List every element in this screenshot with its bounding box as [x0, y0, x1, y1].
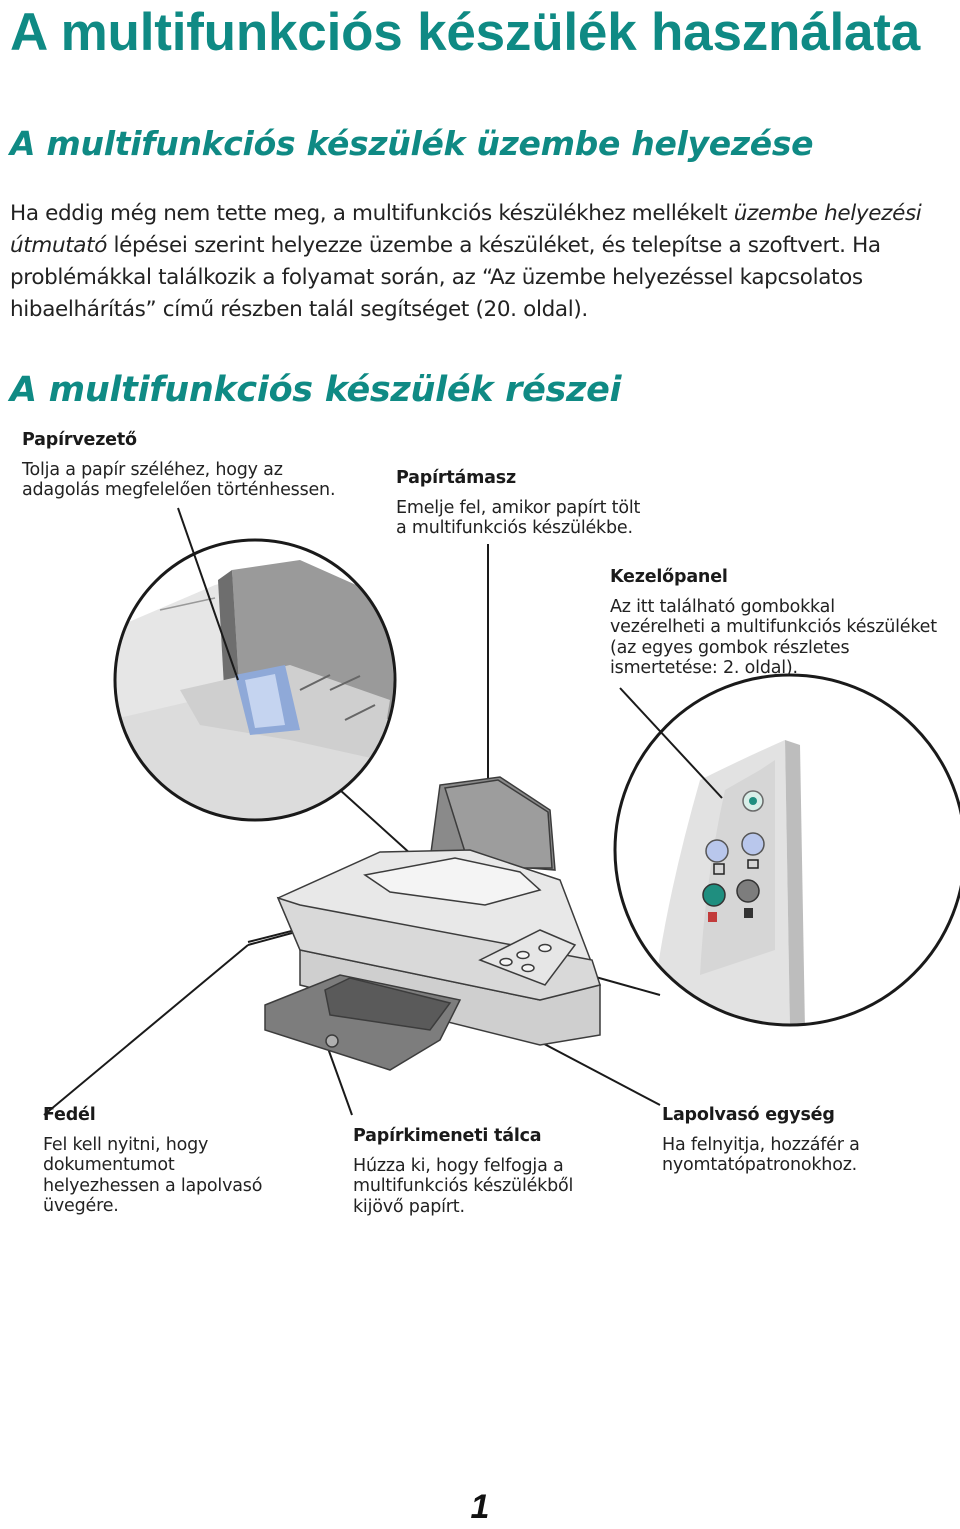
printer-body	[265, 777, 600, 1070]
intro-text-emphasis: üzembe helyezési útmutató	[10, 201, 922, 258]
page-number: 1	[470, 1488, 490, 1526]
label-control-panel	[610, 567, 955, 679]
label-description: Fel kell nyitni, hogy dokumentumot helyezhessen a lapolvasó üvegére.	[43, 1134, 263, 1216]
section-heading-setup: A multifunkciós készülék üzembe helyezése	[10, 124, 814, 163]
label-title: Papírvezető	[22, 430, 137, 450]
section-heading-parts: A multifunkciós készülék részei	[10, 370, 622, 410]
label-description: Tolja a papír széléhez, hogy az adagolás megfelelően történhessen.	[22, 459, 336, 500]
label-description: Az itt található gombokkal vezérelheti a multifunkciós készüléket (az egyes gombok részletes ismertetése: 2. oldal).	[610, 596, 937, 678]
paper-guide-detail	[110, 530, 420, 830]
label-title: Lapolvasó egység	[662, 1105, 835, 1125]
label-paper-exit-tray	[353, 1126, 643, 1217]
control-panel-detail	[610, 670, 960, 1030]
label-paper-guide	[22, 430, 362, 501]
page-title: A multifunkciós készülék használata	[10, 3, 920, 62]
label-description: Emelje fel, amikor papírt tölt a multifunkciós készülékbe.	[396, 497, 641, 538]
intro-text-b: lépései szerint helyezze üzembe a készüléket, és telepítse a szoftvert. Ha problémákkal találkozik a folyamat során, az “Az üzembe helyezéssel kapcsolatos hibaelhárítás” című részben talál segítséget (20. oldal).	[10, 233, 881, 322]
copy-button-icon	[706, 840, 728, 862]
label-title: Papírkimeneti tálca	[353, 1126, 542, 1146]
label-title: Fedél	[43, 1105, 96, 1125]
intro-text-a: Ha eddig még nem tette meg, a multifunkciós készülékhez mellékelt	[10, 201, 734, 226]
label-title: Papírtámasz	[396, 468, 516, 488]
label-paper-support	[396, 468, 716, 539]
scan-button-icon	[742, 833, 764, 855]
label-title: Kezelőpanel	[610, 567, 728, 587]
label-description: Húzza ki, hogy felfogja a multifunkciós készülékből kijövő papírt.	[353, 1155, 574, 1217]
color-copy-icon	[703, 884, 725, 906]
label-cover	[43, 1105, 333, 1217]
label-description: Ha felnyitja, hozzáfér a nyomtatópatronokhoz.	[662, 1134, 860, 1175]
label-scanner-unit	[662, 1105, 952, 1176]
bw-copy-icon	[737, 880, 759, 902]
